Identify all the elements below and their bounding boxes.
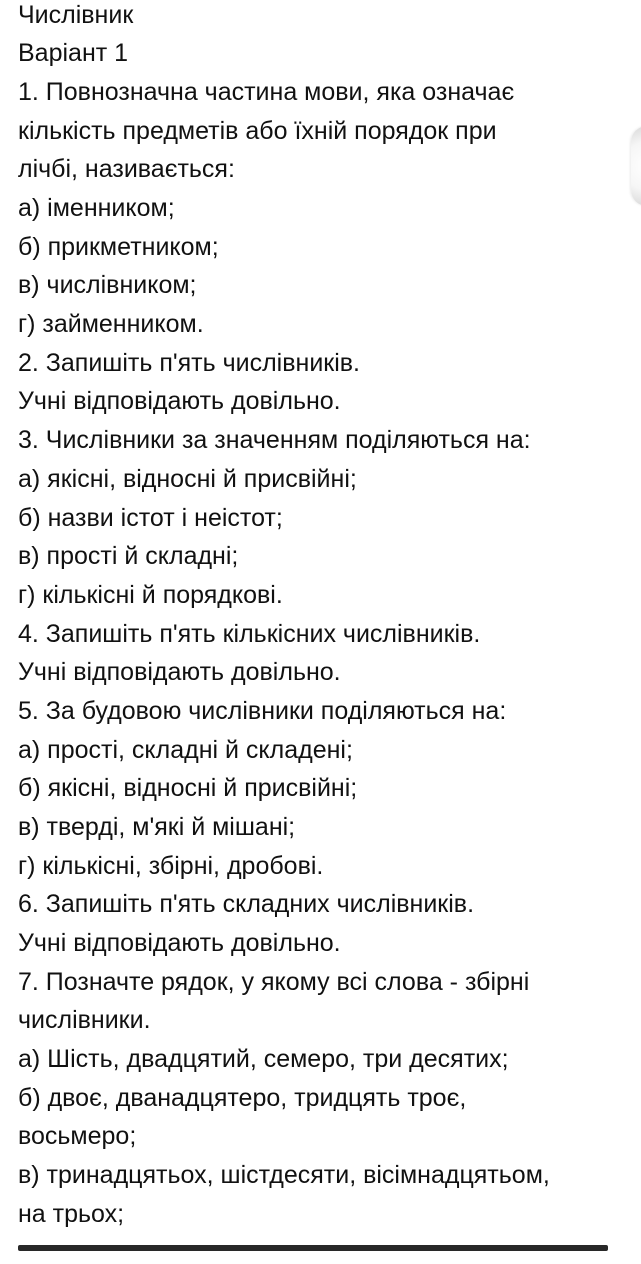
question-line: 2. Запишіть п'ять числівників. xyxy=(18,349,361,377)
question-line: 5. За будовою числівники поділяються на: xyxy=(18,697,507,725)
answer-option: г) кількісні й порядкові. xyxy=(18,581,283,609)
text-line: кількість предметів або їхній порядок при xyxy=(18,117,497,145)
page-edge-shadow xyxy=(631,126,641,206)
document-title: Числівник xyxy=(18,1,134,29)
answer-option: г) займенником. xyxy=(18,310,204,338)
answer-option: г) кількісні, збірні, дробові. xyxy=(18,852,324,880)
text-line: восьмеро; xyxy=(18,1122,137,1150)
question-line: 4. Запишіть п'ять кількісних числівників. xyxy=(18,620,481,648)
question-line: 3. Числівники за значенням поділяються на: xyxy=(18,426,531,454)
answer-option: б) прикметником; xyxy=(18,233,219,261)
answer-option: в) числівником; xyxy=(18,271,197,299)
text-line: Учні відповідають довільно. xyxy=(18,929,341,957)
question-line: 6. Запишіть п'ять складних числівників. xyxy=(18,890,475,918)
answer-option: а) іменником; xyxy=(18,194,175,222)
text-line: на трьох; xyxy=(18,1200,125,1228)
answer-option: в) прості й складні; xyxy=(18,542,239,570)
question-line: 7. Позначте рядок, у якому всі слова - збірні xyxy=(18,968,530,996)
answer-option: а) прості, складні й складені; xyxy=(18,736,353,764)
variant-label: Варіант 1 xyxy=(18,39,129,67)
answer-option: а) якісні, відносні й присвійні; xyxy=(18,465,357,493)
text-line: числівники. xyxy=(18,1006,151,1034)
text-line: Учні відповідають довільно. xyxy=(18,658,341,686)
answer-option: а) Шість, двадцятий, семеро, три десятих; xyxy=(18,1045,509,1073)
answer-option: в) тринадцятьох, шістдесяти, вісімнадцятьом, xyxy=(18,1161,550,1189)
text-line: лічбі, називається: xyxy=(18,155,235,183)
text-line: Учні відповідають довільно. xyxy=(18,387,341,415)
answer-option: б) двоє, дванадцятеро, тридцять троє, xyxy=(18,1084,467,1112)
answer-option: в) тверді, м'які й мішані; xyxy=(18,813,296,841)
answer-option: б) якісні, відносні й присвійні; xyxy=(18,774,358,802)
answer-option: б) назви істот і неістот; xyxy=(18,504,283,532)
cut-off-next-line xyxy=(18,1236,608,1264)
text-line: 1. Повнозначна частина мови, яка означає xyxy=(18,78,515,106)
